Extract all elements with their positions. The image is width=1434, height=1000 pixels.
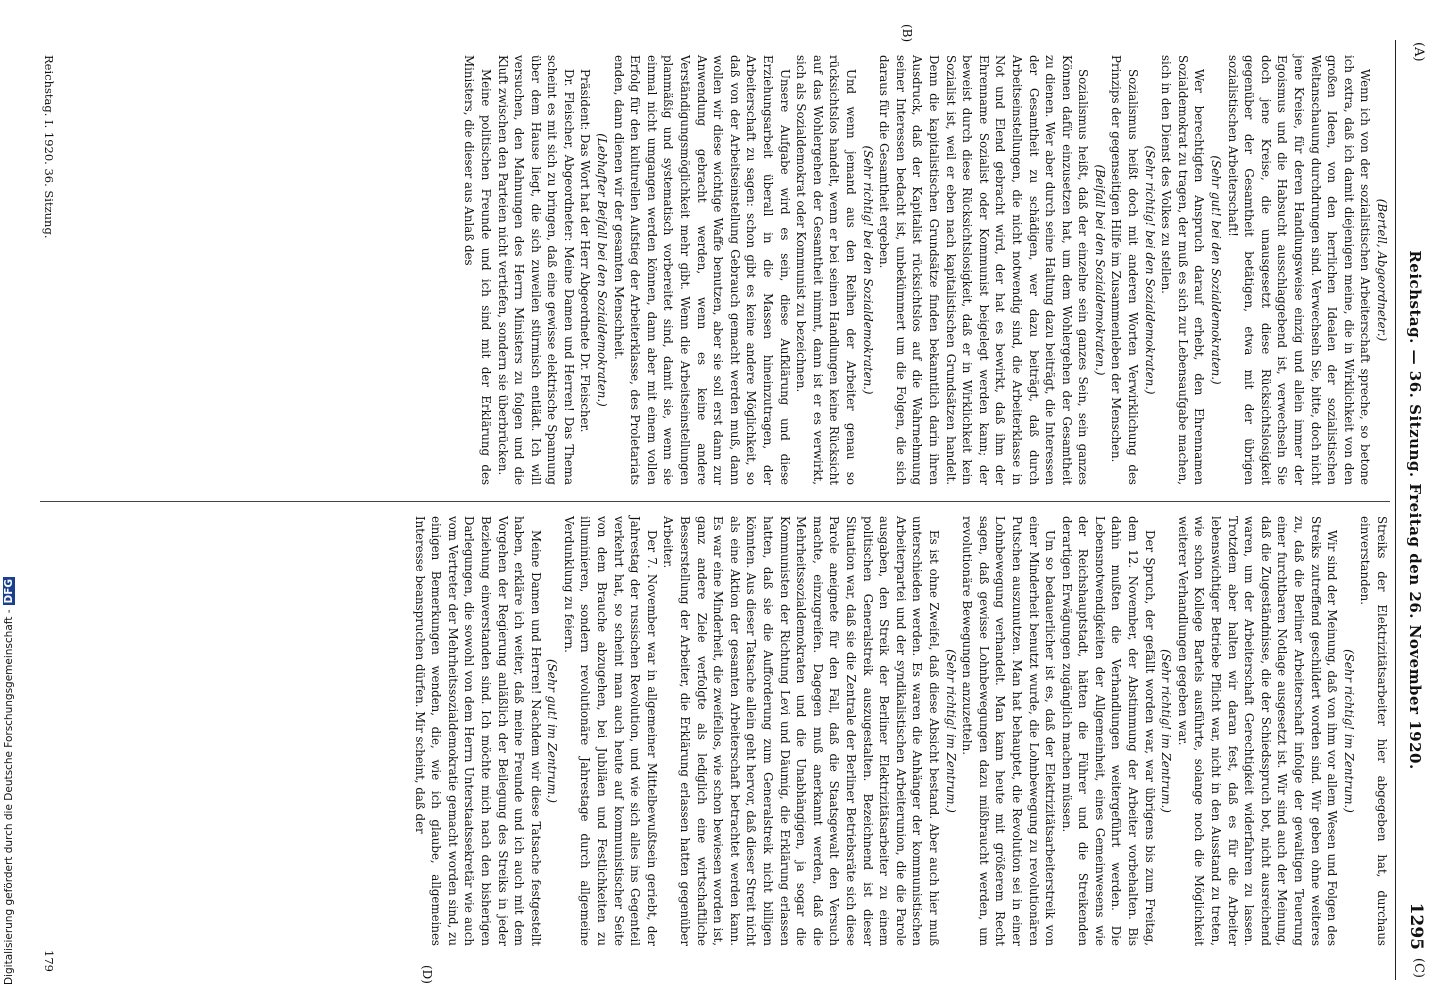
paragraph: Wer berechtigten Anspruch darauf erhebt, den Ehrennamen Sozialdemokrat zu tragen, der muß es sich zur Lebensaufgabe machen, sich in den Dienst des Volkes zu stellen.	[1159, 55, 1207, 485]
interjection: (Beifall bei den Sozialdemokraten.)	[1092, 164, 1107, 376]
dfg-credit	[3, 577, 15, 985]
paragraph: Dr. Fleischer, Abgeordneter: Meine Damen und Herren! Das Thema scheint es mit sich zu bringen, daß eine gewisse elektrische Spannung über dem Hause liegt, die sich zuweilen stürmisch entlädt. Ich will versuchen, den Mahnungen des Herrn Ministers zu folgen und die Kluft zwischen den Parteien nicht vertiefen, sondern sie überbrücken.	[495, 55, 576, 485]
right-column	[411, 516, 1390, 946]
page-header	[1398, 40, 1426, 980]
paragraph: Streiks der Elektrizitätsarbeiter hier abgegeben hat, durchaus einverstanden.	[1358, 516, 1389, 946]
interjection: (Sehr richtig! bei den Sozialdemokraten.)	[1142, 145, 1157, 395]
president-remark: Präsident: Das Wort hat der Herr Abgeordnete Dr. Fleischer.	[578, 69, 593, 433]
interjection: (Sehr richtig! im Zentrum.)	[1159, 649, 1174, 813]
margin-mark-a: (A)	[1411, 42, 1426, 62]
paragraph: Wir sind der Meinung, daß von ihm vor allem Wesen und Folgen des Streiks zutreffend geschildert worden sind. Wir geben ohne weiteres zu, daß die Berliner Arbeiterschaft infolge der gewaltigen Teuerung einer furchtbaren Notlage ausgesetzt ist. Wir sind auch der Meinung, daß die Zugeständnisse, die der Schiedsspruch bot, nicht ausreichend waren, um der Arbeiterschaft Gerechtigkeit widerfahren zu lassen. Trotzdem aber halten wir daran fest, daß es für die Arbeiter lebenswichtiger Betriebe Pflicht war, nicht in den Ausstand zu treten, wie schon Kollege Bartels ausführte, solange noch die Möglichkeit weiterer Verhandlungen gegeben war.	[1175, 516, 1340, 946]
interjection: (Sehr gut! im Zentrum.)	[545, 658, 560, 804]
paragraph: Der Spruch, der gefällt worden war, war übrigens bis zum Freitag, dem 12. November, der Abstimmung der Arbeiter vorbehalten. Bis dahin mußten die Verhandlungen weitergeführt werden. Die Lebensnotwendigkeiten der Allgemeinheit, eines Gemeinwesens wie der Reichshauptstadt, hätten die Führer und die Streikenden derartigen Erwägungen zugänglich machen müssen.	[1059, 516, 1157, 946]
interjection: (Sehr richtig! im Zentrum.)	[1341, 649, 1356, 813]
margin-mark-d: (D)	[420, 965, 434, 984]
paragraph: Der 7. November war in allgemeiner Mittelbewußtsein geriebt, der Jahrestag der russischen Revolution, und wie sich alles ins Gegenteil verkehrt hat, so scheint man auch heute auf kommunistischer Seite von dem Brauche abzugehen, bei Jubiläen und Festlichkeiten zu illuminieren, sondern revolutionäre Jahrestage durch allgemeine Verdunklung zu feiern.	[561, 516, 659, 946]
paragraph: Es ist ohne Zweifel, daß diese Absicht bestand. Aber auch hier muß unterschieden werden. Es waren die Anhänger der kommunistischen Arbeiterpartei und der syndikalistischen Arbeiterunion, die die Parole ausgaben, den Streik der Berliner Elektrizitätsarbeiter zu einem politischen Generalstreik auszugestalten. Bezeichnend ist dieser Situation war, daß sie die Zentrale der Berliner Betriebsräte sich diese Parole aneignete für den Fall, daß die Staatsgewalt den Versuch machte, einzugreifen. Dagegen muß anerkannt werden, daß die Mehrheitssozialdemokraten und die Unabhängigen, ja sogar die Kommunisten der Richtung Levi und Däumig, die Erklärung erlassen hatten, daß sie die Aufforderung zum Generalstreik nicht billigen könnten. Aus dieser Tatsache allein geht hervor, daß dieser Streit nicht als eine Aktion der gesamten Arbeiterschaft betrachtet werden kann. Es war eine Minderheit, die zweifellos, wie schon bewiesen worden ist, ganz andere Ziele verfolgte als lediglich eine wirtschaftliche Besserstellung der Arbeiter, die Erklärung erlassen hatten gegenüber Arbeiter.	[661, 516, 941, 946]
speaker-label: (Bertell, Abgeordneter.)	[1375, 198, 1389, 342]
paragraph: Sozialismus heißt, daß der einzelne sein ganzes Sein, sein ganzes Können dafür einzusetzen hat, um dem Wohlergehen der Gesamtheit zu dienen. Wer aber durch seine Haltung dazu beiträgt, die Interessen der Gesamtheit zu schädigen, wer dazu beiträgt, daß durch Arbeitseinstellungen, die nicht notwendig sind, die Arbeiterklasse in Not und Elend gebracht wird, der hat es bewirkt, daß ihm der Ehrenname Sozialist oder Kommunist beigelegt werden kann; der beweist durch diese Rücksichtslosigkeit, daß er in Wirklichkeit kein Sozialist ist, weil er eben nach kapitalistischen Grundsätzen handelt. Denn die kapitalistischen Grundsätze finden bekanntlich darin ihren Ausdruck, daß der Kapitalist rücksichtslos auf die Wahrnehmung seiner Interessen bedacht ist, unbekümmert um die Folgen, die sich daraus für die Gesamtheit ergeben.	[877, 55, 1091, 485]
left-column	[461, 55, 1390, 485]
margin-mark-b: (B)	[900, 24, 914, 43]
paragraph: Meine Damen und Herren! Nachdem wir diese Tatsache festgestellt haben, erkläre ich weiter, daß meine Freunde und ich auch mit dem Vorgehen der Regierung anläßlich der Beilegung des Streiks in jeder Beziehung einverstanden sind. Ich möchte mich nach den bisherigen Darlegungen, die sowohl von dem Herrn Unterstaatssekretär wie auch vom Vertreter der Mehrheitssozialdemokratie gemacht worden sind, zu einigen Bemerkungen wenden, die, wie ich glaube, allgemeines Interesse beanspruchen dürfen. Mir scheint, daß der	[412, 516, 543, 946]
column-divider	[40, 501, 1390, 502]
page-title: Reichstag. — 36. Sitzung. Freitag den 26. November 1920.	[1406, 250, 1424, 770]
paragraph: Unsere Aufgabe wird es sein, diese Aufklärung und diese Erziehungsarbeit überall in die Massen hineinzutragen, der Arbeiterschaft zu sagen: schon gibt es keine andere Möglichkeit, so daß von der Arbeitseinstellung Gebrauch gemacht werden muß, dann wollen wir diese wichtige Waffe benutzen, aber sie soll erst dann zur Anwendung gebracht werden, wenn es keine andere Verständigungsmöglichkeit mehr gibt. Wenn die Arbeitseinstellungen planmäßig und systematisch vorbereitet sind, damit sie, wenn sie einmal nicht umgangen werden können, dann aber mit einem vollen Erfolg für den kulturellen Aufstieg der Arbeiterklasse, des Proletariats enden, dann dienen wir der gesamten Menschheit.	[611, 55, 792, 485]
interjection: (Sehr richtig! bei den Sozialdemokraten.)	[860, 145, 875, 395]
dfg-credit-strip	[0, 0, 16, 1000]
interjection: (Sehr richtig! im Zentrum.)	[943, 649, 958, 813]
page-footer-number: 179	[42, 950, 56, 972]
interjection: (Sehr gut! bei den Sozialdemokraten.)	[1209, 155, 1224, 385]
interjection: (Lebhafter Beifall bei den Sozialdemokraten.)	[595, 133, 610, 407]
paragraph: Sozialismus heißt doch mit anderen Worten Verwirklichung des Prinzips der gegenseitigen Hilfe im Zusammenleben der Menschen.	[1109, 55, 1141, 485]
page-footer-source: Reichstag. I. 1920. 36. Sitzung.	[42, 55, 56, 239]
dfg-logo: DFG	[3, 578, 15, 604]
dfg-credit-text: Digitalisierung gefördert durch die Deutsche Forschungsgemeinschaft -	[3, 609, 15, 985]
page-number: 1295	[1406, 902, 1426, 950]
header-rule	[1395, 40, 1396, 980]
paragraph: Und wenn jemand aus den Reihen der Arbeiter genau so rücksichtslos handelt, wenn er bei seinen Handlungen keine Rücksicht auf das Wohlergehen der Gesamtheit nimmt, dann ist er es verwirkt, sich als Sozialdemokrat oder Kommunist zu bezeichnen.	[794, 55, 858, 485]
paragraph: Meine politischen Freunde und ich sind mit der Erklärung des Ministers, die dieser aus Anlaß des	[462, 55, 493, 485]
paragraph: Um so bedauerlicher ist es, daß der Elektrizitätsarbeiterstreik von einer Minderheit benutzt wurde, die Lohnbewegung zu revolutionären Putschen auszunutzen. Man hat behauptet, die Revolution sei in einer Lohnbewegung verhandelt. Man kann heute mit größerem Recht sagen, daß gewisse Lohnbewegungen dazu mißbraucht werden, um revolutionäre Bewegungen anzuzetteln.	[960, 516, 1058, 946]
paragraph: Wenn ich von der sozialistischen Arbeiterschaft spreche, so betone ich extra, daß ich damit diejenigen meine, die in Wirklichkeit von den großen Ideen, von den herrlichen Idealen der sozialistischen Weltanschauung durchdrungen sind. Verwechseln Sie, bitte, doch nicht jene Kreise, für deren Handlungsweise einzig und allein immer der Egoismus und die Habsucht ausschlaggebend ist, verwechseln Sie doch jene Kreise, die unausgesetzt diese Rücksichtslosigkeit gegenüber der Gesamtheit betätigen, etwa mit der übrigen sozialistischen Arbeiterschaft!	[1225, 55, 1373, 485]
margin-mark-c: (C)	[1411, 957, 1426, 978]
